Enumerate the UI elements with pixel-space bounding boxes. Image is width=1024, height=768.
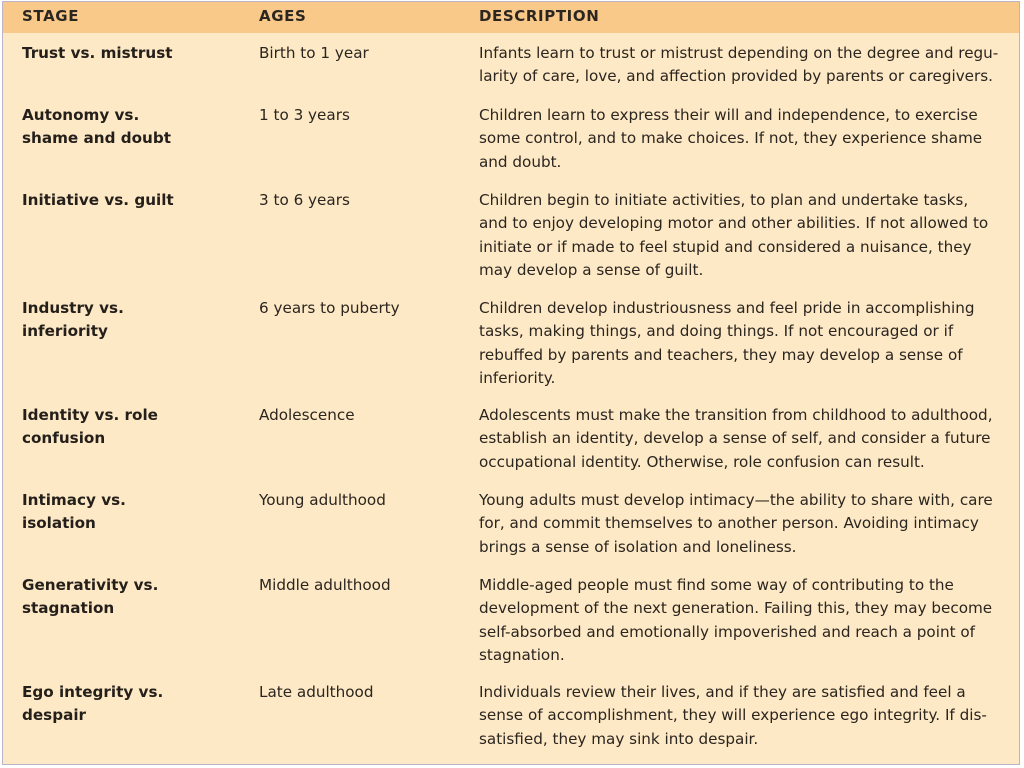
stage-line: shame and doubt: [22, 129, 171, 148]
description-line: stagnation.: [479, 645, 565, 664]
description-line: initiate or if made to feel stupid and considered a nuisance, they: [479, 237, 972, 256]
description-line: for, and commit themselves to another person. Avoiding intimacy: [479, 514, 979, 533]
age-cell: 3 to 6 years: [259, 191, 350, 209]
description-line: establish an identity, develop a sense of self, and consider a future: [479, 429, 991, 448]
age-cell: Birth to 1 year: [259, 44, 369, 62]
description-line: some control, and to make choices. If not, they experience shame: [479, 129, 983, 148]
description-cell: [479, 42, 1014, 89]
description-line: and to enjoy developing motor and other abilities. If not allowed to: [479, 214, 989, 233]
description-cell: [479, 189, 1014, 282]
age-cell: Adolescence: [259, 406, 355, 424]
description-line: self-absorbed and emotionally impoverished and reach a point of: [479, 622, 975, 641]
stage-line: isolation: [22, 514, 96, 533]
stage-cell: [22, 104, 232, 151]
description-line: Children learn to express their will and independence, to exercise: [479, 106, 978, 124]
description-line: Children develop industriousness and feel pride in accomplishing: [479, 299, 975, 317]
stage-cell: [22, 189, 232, 212]
stage-line: Trust vs. mistrust: [22, 44, 173, 62]
stage-cell: [22, 42, 232, 65]
description-line: larity of care, love, and affection provided by parents or caregivers.: [479, 67, 994, 86]
description-line: Middle-aged people must find some way of contributing to the: [479, 576, 954, 594]
erikson-stages-table: [2, 1, 1020, 765]
description-line: development of the next generation. Failing this, they may become: [479, 599, 993, 618]
description-line: sense of accomplishment, they will experience ego integrity. If dis-: [479, 706, 987, 725]
age-cell: 1 to 3 years: [259, 106, 350, 124]
header-stage: STAGE: [22, 7, 80, 25]
description-line: and doubt.: [479, 152, 562, 171]
age-cell: Young adulthood: [259, 491, 386, 509]
stage-line: confusion: [22, 429, 106, 448]
description-line: Young adults must develop intimacy—the ability to share with, care: [479, 491, 993, 509]
stage-line: Ego integrity vs.: [22, 683, 164, 701]
stage-line: stagnation: [22, 599, 115, 618]
description-cell: [479, 489, 1014, 559]
description-line: satisfied, they may sink into despair.: [479, 729, 759, 748]
header-description: DESCRIPTION: [479, 7, 600, 25]
description-cell: [479, 574, 1014, 667]
description-line: tasks, making things, and doing things. If not encouraged or if: [479, 322, 954, 341]
description-line: Adolescents must make the transition from childhood to adulthood,: [479, 406, 993, 424]
age-cell: Late adulthood: [259, 683, 374, 701]
description-cell: [479, 104, 1014, 174]
description-line: Children begin to initiate activities, to plan and undertake tasks,: [479, 191, 969, 209]
stage-line: Generativity vs.: [22, 576, 159, 594]
stage-cell: [22, 404, 232, 451]
description-line: may develop a sense of guilt.: [479, 260, 704, 279]
description-line: inferiority.: [479, 368, 556, 387]
description-line: occupational identity. Otherwise, role confusion can result.: [479, 452, 925, 471]
description-line: Infants learn to trust or mistrust depending on the degree and regu-: [479, 44, 999, 62]
stage-line: Industry vs.: [22, 299, 124, 317]
age-cell: Middle adulthood: [259, 576, 391, 594]
stage-cell: [22, 489, 232, 536]
header-ages: AGES: [259, 7, 307, 25]
stage-line: despair: [22, 706, 87, 725]
age-cell: 6 years to puberty: [259, 299, 400, 317]
table-header: [3, 2, 1019, 33]
stage-cell: [22, 574, 232, 621]
description-cell: [479, 681, 1014, 751]
stage-line: Autonomy vs.: [22, 106, 140, 124]
description-cell: [479, 297, 1014, 390]
stage-line: Identity vs. role: [22, 406, 158, 424]
stage-line: inferiority: [22, 322, 108, 341]
stage-cell: [22, 681, 232, 728]
description-line: brings a sense of isolation and loneliness.: [479, 537, 797, 556]
description-cell: [479, 404, 1014, 474]
stage-line: Intimacy vs.: [22, 491, 126, 509]
description-line: Individuals review their lives, and if they are satisfied and feel a: [479, 683, 966, 701]
stage-cell: [22, 297, 232, 344]
description-line: rebuffed by parents and teachers, they may develop a sense of: [479, 345, 963, 364]
stage-line: Initiative vs. guilt: [22, 191, 174, 209]
